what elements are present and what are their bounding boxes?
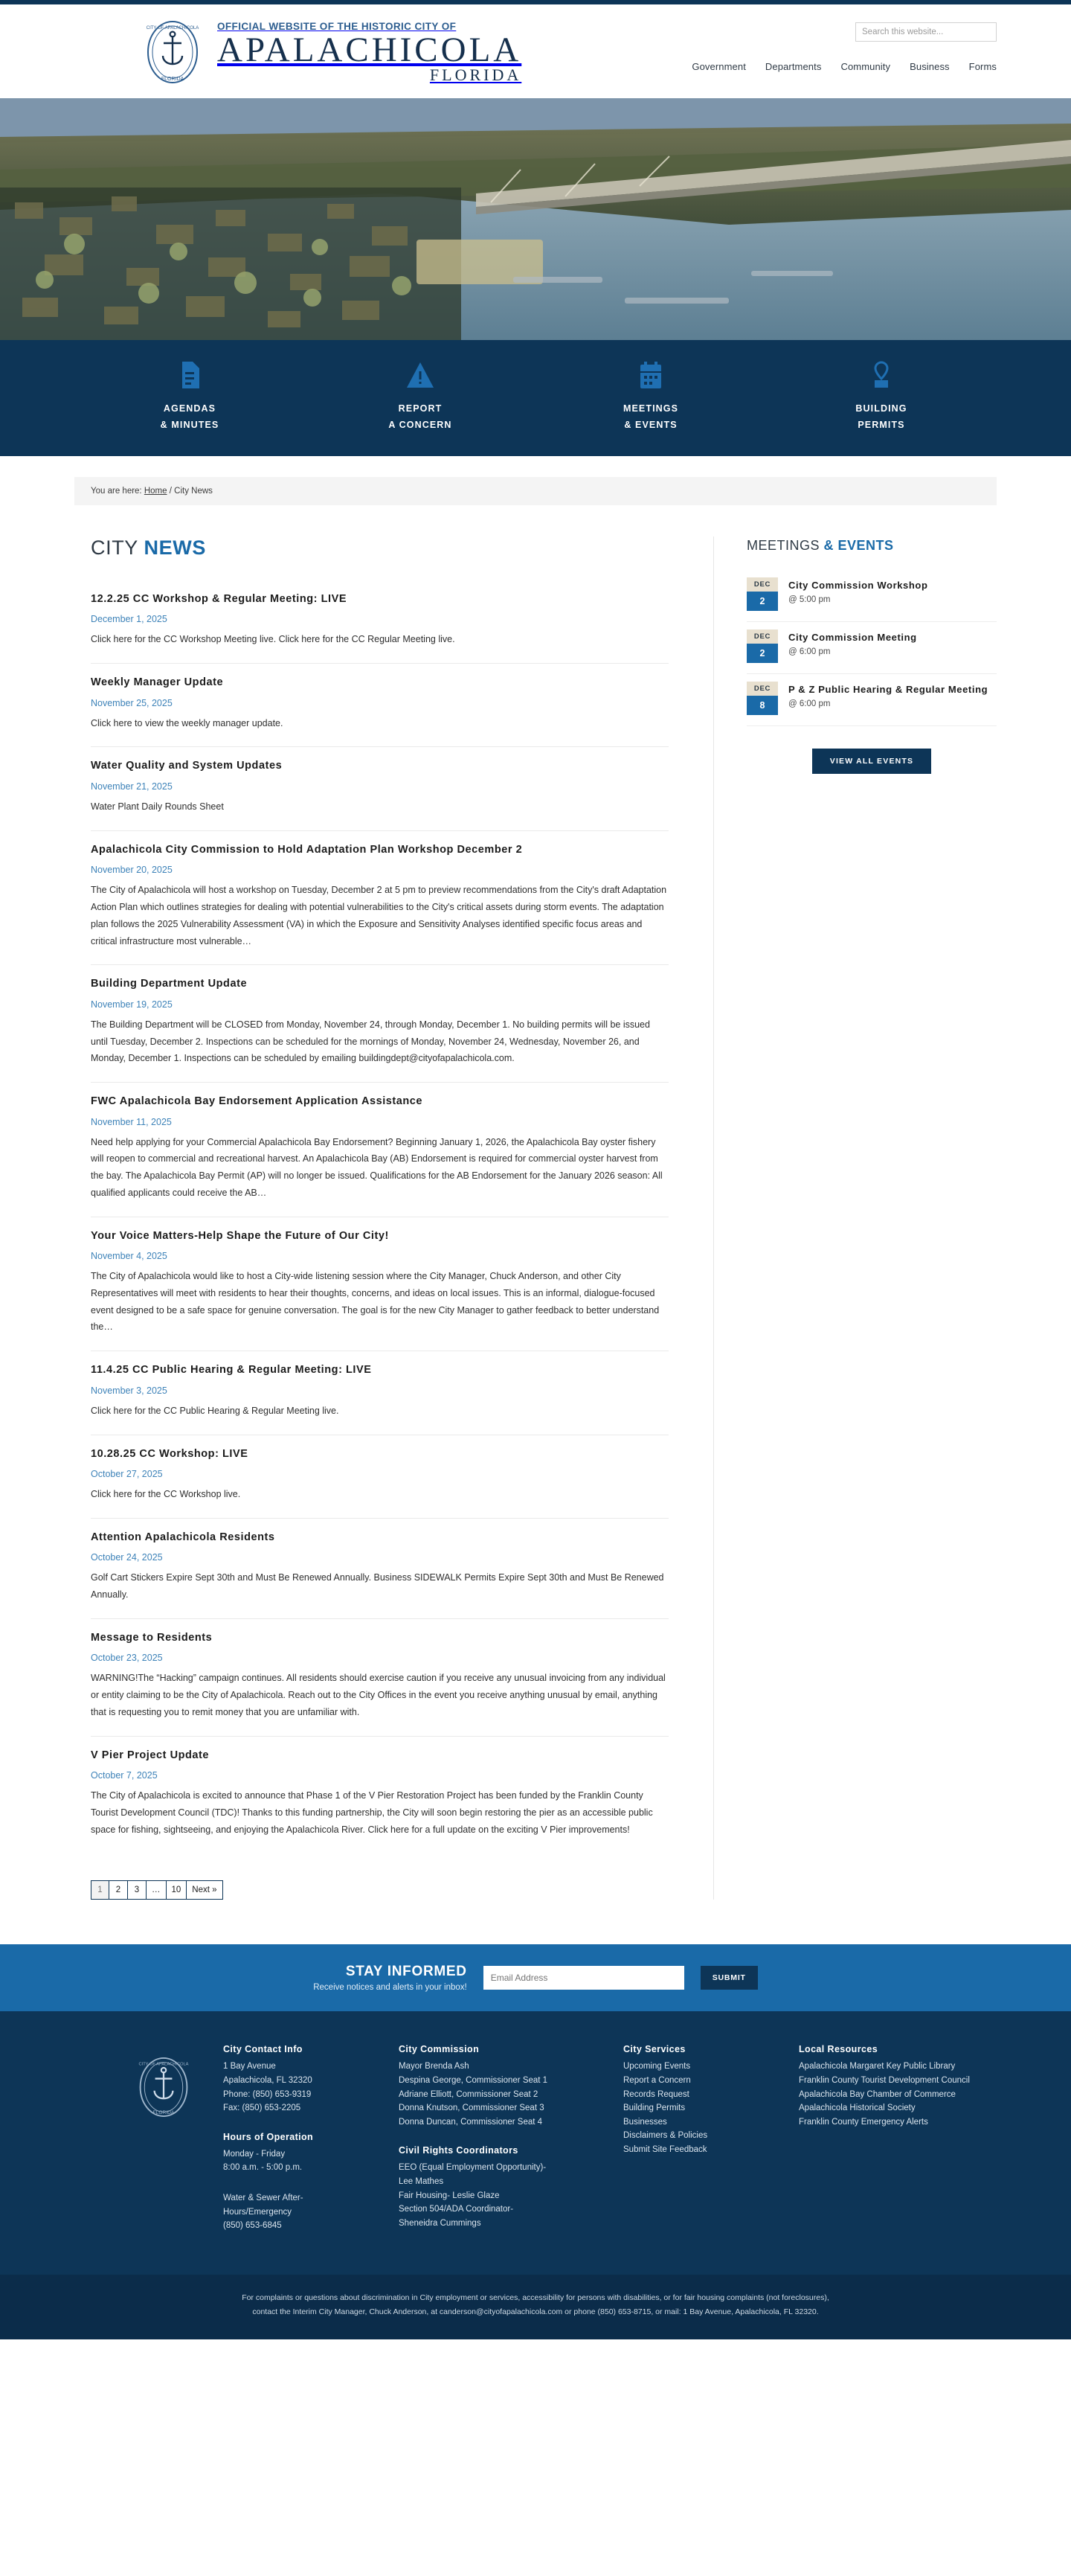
footer-emergency-line2: Hours/Emergency [223,2207,292,2217]
svg-text:FLORIDA: FLORIDA [161,77,184,82]
news-post [91,1519,669,1619]
sidebar-title-bold: & EVENTS [823,537,894,553]
news-post-title-link[interactable]: Water Quality and System Updates [91,760,283,772]
news-post-date: October 27, 2025 [91,1469,163,1480]
site-logo-link[interactable] [74,18,521,86]
news-post [91,1083,669,1217]
email-subscribe-input[interactable] [483,1966,684,1990]
footer-link-records-request[interactable]: Records Request [623,2089,689,2099]
quicklink-label-line2: & MINUTES [160,419,219,430]
event-date-chip [747,682,778,715]
news-post-excerpt: The City of Apalachicola will host a workshop on Tuesday, December 2 at 5 pm to preview recommendations from the City's draft Adaptation Action Plan which outlines strategies for dealing with potential vulnerabilities to the City's critical assets during storm events. The adaptation plan follows the 2025 Vulnerability Assessment (VA) in which the Exposure and Sensitivity Analyses identified specific focus areas and critical infrastructure most vulnerable… [91,885,667,946]
news-post-title-link[interactable]: Building Department Update [91,978,248,990]
quicklink-label-line2: PERMITS [858,419,905,430]
footer-commission-seat4: Donna Duncan, Commissioner Seat 4 [399,2117,543,2127]
news-post-date: November 3, 2025 [91,1385,167,1396]
news-post-date: November 21, 2025 [91,781,173,792]
pagination-page-2[interactable]: 2 [109,1880,128,1900]
legal-line-1: For complaints or questions about discrimination in City employment or services, accessibility for persons with disabilities, or for fair housing complaints (not foreclosures), [242,2293,829,2302]
footer-link-chamber[interactable]: Apalachicola Bay Chamber of Commerce [799,2089,956,2099]
news-post-title-link[interactable]: 12.2.25 CC Workshop & Regular Meeting: LIVE [91,592,347,605]
subscribe-submit-button[interactable]: SUBMIT [701,1966,758,1990]
footer-civil-ada: Section 504/ADA Coordinator- [399,2205,514,2214]
footer-link-report-concern[interactable]: Report a Concern [623,2075,691,2085]
footer-heading-hours: Hours of Operation [223,2131,314,2142]
search-input[interactable] [855,22,997,42]
pagination-next[interactable]: Next » [187,1880,222,1900]
sidebar [714,536,997,1900]
pagination-page-3[interactable]: 3 [128,1880,147,1900]
event-day: 2 [747,592,778,611]
legal-notice-bar [0,2275,1071,2339]
main-layout [74,505,997,1944]
page-title-bold: NEWS [144,536,206,559]
svg-text:CITY OF APALACHICOLA: CITY OF APALACHICOLA [146,26,199,31]
footer-contact-phone: Phone: (850) 653-9319 [223,2089,312,2099]
calendar-icon [536,359,766,391]
event-time: @ 6:00 pm [788,699,831,708]
news-post-excerpt: Click here for the CC Workshop Meeting live. Click here for the CC Regular Meeting live. [91,634,455,645]
footer-link-businesses[interactable]: Businesses [623,2117,667,2127]
site-city-name: APALACHICOLA [217,31,522,70]
event-list-item[interactable] [747,674,997,726]
news-post-excerpt: Click here to view the weekly manager update. [91,717,283,728]
stay-informed-subheading: Receive notices and alerts in your inbox! [313,1983,467,1993]
event-title-link[interactable]: City Commission Meeting [788,631,917,643]
footer-emergency-line1: Water & Sewer After- [223,2194,303,2203]
nav-item-government[interactable]: Government [692,61,746,72]
footer-column-resources [799,2044,997,2249]
quicklink-report-a-concern[interactable] [305,359,536,434]
footer-city-seal-icon [134,2044,223,2249]
news-post [91,580,669,664]
event-list-item[interactable] [747,570,997,622]
footer-heading-resources: Local Resources [799,2044,878,2055]
event-title-link[interactable]: P & Z Public Hearing & Regular Meeting [788,683,988,695]
footer-contact-address2: Apalachicola, FL 32320 [223,2075,312,2085]
news-post [91,747,669,830]
event-date-chip [747,577,778,611]
pagination-page-1[interactable]: 1 [91,1880,109,1900]
news-content-column [74,536,714,1900]
nav-item-community[interactable]: Community [840,61,891,72]
news-post-date: November 19, 2025 [91,999,173,1010]
view-all-events-button[interactable]: VIEW ALL EVENTS [812,749,932,774]
footer-commission-seat1: Despina George, Commissioner Seat 1 [399,2075,548,2085]
footer-link-library[interactable]: Apalachicola Margaret Key Public Library [799,2062,956,2072]
news-post-date: October 24, 2025 [91,1552,163,1563]
news-post-date: November 4, 2025 [91,1251,167,1262]
quicklink-label-line2: A CONCERN [388,419,452,430]
news-post [91,1737,669,1853]
event-month: DEC [747,629,778,644]
footer-link-tdc[interactable]: Franklin County Tourist Development Council [799,2075,970,2085]
footer-hours-time: 8:00 a.m. - 5:00 p.m. [223,2163,303,2173]
stay-informed-bar [0,1944,1071,2012]
news-post [91,1619,669,1737]
footer-civil-eeo-name: Lee Mathes [399,2177,444,2187]
news-post-title-link[interactable]: Weekly Manager Update [91,676,224,689]
warning-triangle-icon [305,359,536,391]
footer-column-commission [399,2044,596,2249]
news-post-excerpt: Golf Cart Stickers Expire Sept 30th and Must Be Renewed Annually. Business SIDEWALK Permits Expire Sept 30th and Must Be Renewed Annually. [91,1572,664,1601]
news-post-title-link[interactable]: 10.28.25 CC Workshop: LIVE [91,1447,248,1460]
news-post [91,1351,669,1435]
news-post-title-link[interactable]: Message to Residents [91,1631,213,1644]
pagination [91,1880,669,1900]
news-post [91,831,669,966]
sidebar-title [747,538,997,554]
breadcrumb-prefix: You are here: [91,486,142,496]
stay-informed-heading: STAY INFORMED [345,1963,467,1979]
footer-column-services [623,2044,772,2249]
quick-links-bar [0,340,1071,456]
news-post-title-link[interactable]: V Pier Project Update [91,1749,210,1761]
footer-commission-seat3: Donna Knutson, Commissioner Seat 3 [399,2104,544,2113]
news-post-date: October 23, 2025 [91,1653,163,1664]
breadcrumb-home-link[interactable]: Home [144,486,167,496]
permit-badge-icon [766,359,997,391]
quicklink-label-line2: & EVENTS [624,419,678,430]
footer-contact-address1: 1 Bay Avenue [223,2062,276,2072]
news-post [91,664,669,747]
footer-link-emergency-alerts[interactable]: Franklin County Emergency Alerts [799,2117,928,2127]
document-icon [74,359,305,391]
footer-heading-contact: City Contact Info [223,2044,303,2055]
site-state-name: FLORIDA [429,65,522,84]
footer-heading-civil-rights: Civil Rights Coordinators [399,2145,518,2156]
nav-item-forms[interactable]: Forms [968,61,997,72]
news-post [91,1435,669,1519]
footer-link-historical-society[interactable]: Apalachicola Historical Society [799,2104,916,2113]
news-post-excerpt: The City of Apalachicola would like to host a City-wide listening session where the City Manager, Chuck Anderson, and other City Representatives will meet with residents to hear their thoughts, concerns, and ideas on local issues. This is an informal, dialogue-focused event designed to be a safe space for genuine conversation. The goal is for the new City Manager to gather feedback to better understand the… [91,1271,660,1333]
legal-line-2: contact the Interim City Manager, Chuck Anderson, at canderson@cityofapalachicola.com or phone (850) 653-8715, or mail: 1 Bay Avenue, Apalachicola, FL 32320. [252,2307,819,2317]
footer-heading-commission: City Commission [399,2044,480,2055]
footer-civil-eeo: EEO (Equal Employment Opportunity)- [399,2163,547,2173]
quicklink-label-line1: REPORT [398,403,443,414]
svg-text:FLORIDA: FLORIDA [152,2110,175,2116]
news-post-date: October 7, 2025 [91,1770,158,1781]
site-header [0,4,1071,98]
footer-column-contact [223,2044,372,2249]
quicklink-label-line1: AGENDAS [163,403,216,414]
page-title-light: CITY [91,536,138,559]
news-post-date: November 20, 2025 [91,865,173,876]
news-post-date: December 1, 2025 [91,614,167,625]
footer-hours-days: Monday - Friday [223,2149,286,2159]
footer-civil-fair-housing: Fair Housing- Leslie Glaze [399,2191,500,2200]
footer-link-upcoming-events[interactable]: Upcoming Events [623,2062,691,2072]
news-post-excerpt: WARNING!The “Hacking” campaign continues. All residents should exercise caution if you receive any unusual invoicing from any individual or entity claiming to be the City of Apalachicola. Reach out to the City Offices in the event you receive anything unusual by email, anything that is requesting you to remit money that you are unfamiliar with. [91,1673,666,1717]
breadcrumb-separator: / [169,486,172,496]
footer-heading-services: City Services [623,2044,686,2055]
hero-aerial-photo [0,98,1071,340]
event-month: DEC [747,682,778,696]
pagination-ellipsis: … [147,1880,167,1900]
news-post [91,1217,669,1352]
news-post-date: November 25, 2025 [91,697,173,708]
news-post [91,965,669,1083]
footer-commission-seat2: Adriane Elliott, Commissioner Seat 2 [399,2089,538,2099]
footer-emergency-phone: (850) 653-6845 [223,2221,282,2231]
event-title-link[interactable]: City Commission Workshop [788,579,928,591]
news-post-excerpt: The Building Department will be CLOSED from Monday, November 24, through Monday, December 1. No building permits will be issued until Tuesday, December 2. Inspections can be scheduled for the mornings of Monday, November 24, Wednesday, November 26, and Monday, December 1. Inspections can be scheduled by emailing buildingdept@cityofapalachicola.com. [91,1019,650,1064]
footer-link-site-feedback[interactable]: Submit Site Feedback [623,2145,707,2155]
quicklink-label-line1: BUILDING [855,403,907,414]
breadcrumb [74,477,997,505]
news-post-excerpt: Click here for the CC Workshop live. [91,1489,241,1500]
pagination-page-10[interactable]: 10 [167,1880,187,1900]
breadcrumb-current: City News [174,486,213,496]
event-time: @ 6:00 pm [788,647,831,656]
sidebar-title-light: MEETINGS [747,537,820,553]
breadcrumb-wrapper [0,456,1071,505]
news-post-title-link[interactable]: Apalachicola City Commission to Hold Adaptation Plan Workshop December 2 [91,843,523,856]
site-footer [0,2011,1071,2275]
footer-link-building-permits[interactable]: Building Permits [623,2104,686,2113]
news-post-excerpt: Need help applying for your Commercial Apalachicola Bay Endorsement? Beginning January 1, 2026, the Apalachicola Bay oyster fishery will reopen to commercial and recreational harvest. An Apalachicola Bay (AB) Endorsement is required for commercial oyster harvest from the bay. The Apalachicola Bay Permit (AP) will no longer be issued. Qualifications for the AB Endorsement for the January 2026 season: All qualified applicants could receive the AB… [91,1136,663,1198]
event-date-chip [747,629,778,663]
quicklink-agendas-minutes[interactable] [74,359,305,434]
news-post-title-link[interactable]: 11.4.25 CC Public Hearing & Regular Meeting: LIVE [91,1364,372,1377]
news-post-excerpt: Water Plant Daily Rounds Sheet [91,801,224,812]
news-post-date: November 11, 2025 [91,1116,172,1127]
footer-link-disclaimers[interactable]: Disclaimers & Policies [623,2131,708,2141]
event-month: DEC [747,577,778,592]
news-post-title-link[interactable]: Your Voice Matters-Help Shape the Future of Our City! [91,1229,389,1242]
event-day: 2 [747,644,778,663]
news-post-excerpt: Click here for the CC Public Hearing & Regular Meeting live. [91,1405,339,1416]
page-title [91,536,669,560]
nav-item-business[interactable]: Business [910,61,950,72]
quicklink-building-permits[interactable] [766,359,997,434]
footer-commission-mayor: Mayor Brenda Ash [399,2062,469,2072]
event-time: @ 5:00 pm [788,595,831,604]
news-post-title-link[interactable]: Attention Apalachicola Residents [91,1531,275,1543]
news-post-excerpt: The City of Apalachicola is excited to announce that Phase 1 of the V Pier Restoration Project has been funded by the Franklin County Tourist Development Council (TDC)! Thanks to this funding partnership, the City will soon begin restoring the pier as an accessible public space for fishing, sightseeing, and enjoying the Apalachicola River. Click here for a full update on the exciting V Pier improvements! [91,1790,653,1835]
news-post-title-link[interactable]: FWC Apalachicola Bay Endorsement Application Assistance [91,1095,423,1108]
main-navigation [692,61,997,72]
site-tagline: OFFICIAL WEBSITE OF THE HISTORIC CITY OF [217,21,457,33]
city-seal-icon [141,18,204,86]
event-list-item[interactable] [747,622,997,674]
nav-item-departments[interactable]: Departments [765,61,822,72]
footer-civil-ada-name: Sheneidra Cummings [399,2218,481,2228]
footer-contact-fax: Fax: (850) 653-2205 [223,2104,301,2113]
svg-text:CITY OF APALACHICOLA: CITY OF APALACHICOLA [138,2062,189,2067]
event-day: 8 [747,696,778,715]
quicklink-label-line1: MEETINGS [623,403,679,414]
quicklink-meetings-events[interactable] [536,359,766,434]
